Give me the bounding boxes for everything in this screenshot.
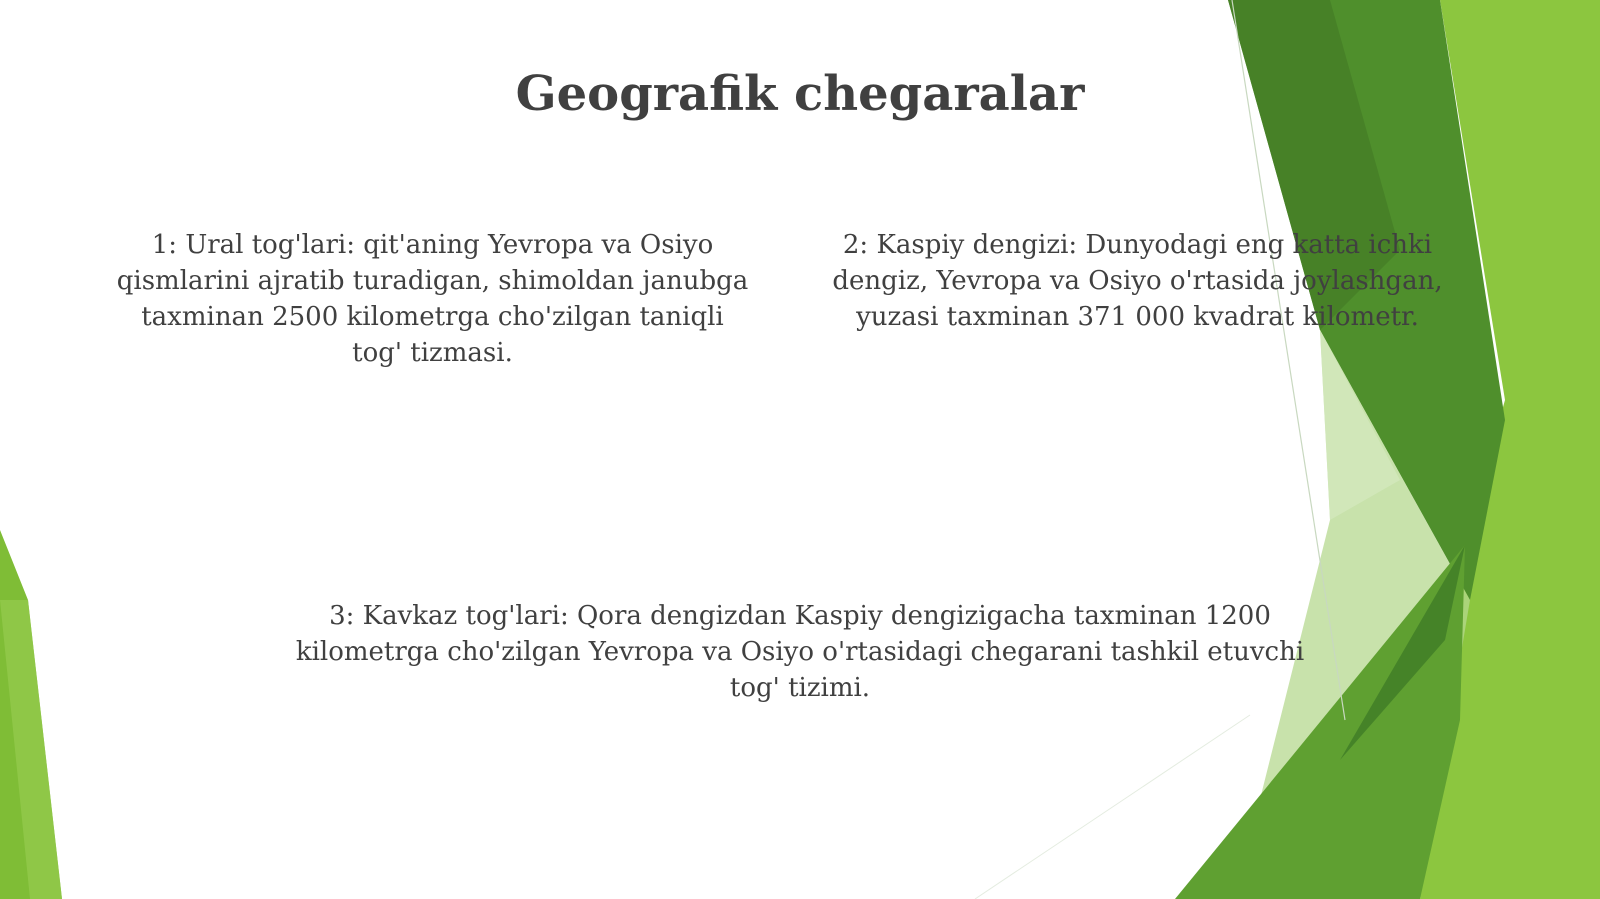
text-block-caucasus-mountains: 3: Kavkaz tog'lari: Qora dengizdan Kaspiy dengizigacha taxminan 1200 kilometrga cho'zilgan Yevropa va Osiyo o'rtasidagi chegarani tashkil etuvchi tog' tizimi. [295, 601, 1305, 703]
text-block-ural-mountains: 1: Ural tog'lari: qit'aning Yevropa va Osiyo qismlarini ajratib turadigan, shimoldan janubga taxminan 2500 kilometrga cho'zilgan taniqli tog' tizmasi. [116, 230, 749, 368]
slide-title: Geografik chegaralar [515, 66, 1085, 122]
text-block-caspian-sea: 2: Kaspiy dengizi: Dunyodagi eng katta ichki dengiz, Yevropa va Osiyo o'rtasida joylashgan, yuzasi taxminan 371 000 kvadrat kilometr. [832, 230, 1443, 332]
